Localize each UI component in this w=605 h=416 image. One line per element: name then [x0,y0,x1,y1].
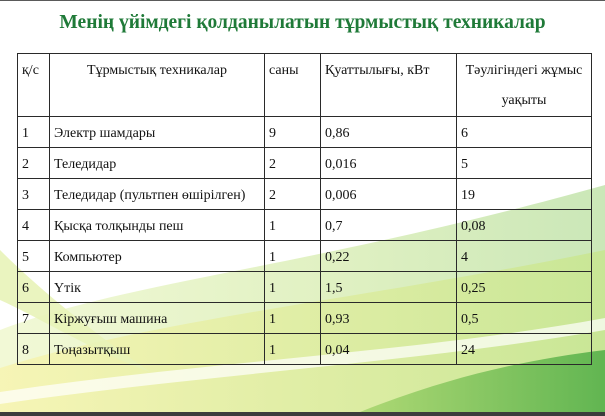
slide-bottom-border [0,412,605,416]
cell-power: 0,93 [321,303,457,334]
cell-number: 3 [18,179,50,210]
cell-quantity: 1 [265,272,321,303]
table-row [18,272,592,303]
table-row [18,241,592,272]
cell-power: 0,86 [321,117,457,148]
cell-appliance: Теледидар [50,148,265,179]
cell-daily-hours: 19 [457,179,592,210]
cell-number: 7 [18,303,50,334]
cell-quantity: 2 [265,179,321,210]
table-row [18,334,592,365]
header-number: қ/с [18,54,50,117]
cell-number: 8 [18,334,50,365]
cell-number: 1 [18,117,50,148]
cell-appliance: Компьютер [50,241,265,272]
header-daily-hours: Тәулігіндегі жұмыс уақыты [457,54,592,117]
cell-appliance: Үтік [50,272,265,303]
cell-quantity: 1 [265,241,321,272]
cell-appliance: Электр шамдары [50,117,265,148]
cell-daily-hours: 4 [457,241,592,272]
header-quantity: саны [265,54,321,117]
cell-power: 0,04 [321,334,457,365]
cell-number: 5 [18,241,50,272]
cell-power: 0,22 [321,241,457,272]
cell-quantity: 1 [265,334,321,365]
table-row [18,179,592,210]
appliances-table [17,53,592,365]
table-row [18,210,592,241]
cell-daily-hours: 0,5 [457,303,592,334]
header-power: Қуаттылығы, кВт [321,54,457,117]
cell-number: 2 [18,148,50,179]
cell-daily-hours: 6 [457,117,592,148]
cell-power: 0,016 [321,148,457,179]
header-appliance: Тұрмыстық техникалар [50,54,265,117]
table-header-row [18,54,592,117]
cell-quantity: 9 [265,117,321,148]
cell-power: 1,5 [321,272,457,303]
cell-appliance: Кіржуғыш машина [50,303,265,334]
cell-daily-hours: 5 [457,148,592,179]
cell-appliance: Тоңазытқыш [50,334,265,365]
cell-quantity: 1 [265,303,321,334]
cell-appliance: Қысқа толқынды пеш [50,210,265,241]
table-row [18,148,592,179]
cell-number: 6 [18,272,50,303]
cell-power: 0,7 [321,210,457,241]
page-title: Менің үйімдегі қолданылатын тұрмыстық техникалар [59,12,546,33]
cell-daily-hours: 0,25 [457,272,592,303]
cell-quantity: 2 [265,148,321,179]
table-row [18,117,592,148]
cell-quantity: 1 [265,210,321,241]
table-row [18,303,592,334]
cell-number: 4 [18,210,50,241]
cell-daily-hours: 24 [457,334,592,365]
cell-power: 0,006 [321,179,457,210]
cell-daily-hours: 0,08 [457,210,592,241]
cell-appliance: Теледидар (пультпен өшірілген) [50,179,265,210]
